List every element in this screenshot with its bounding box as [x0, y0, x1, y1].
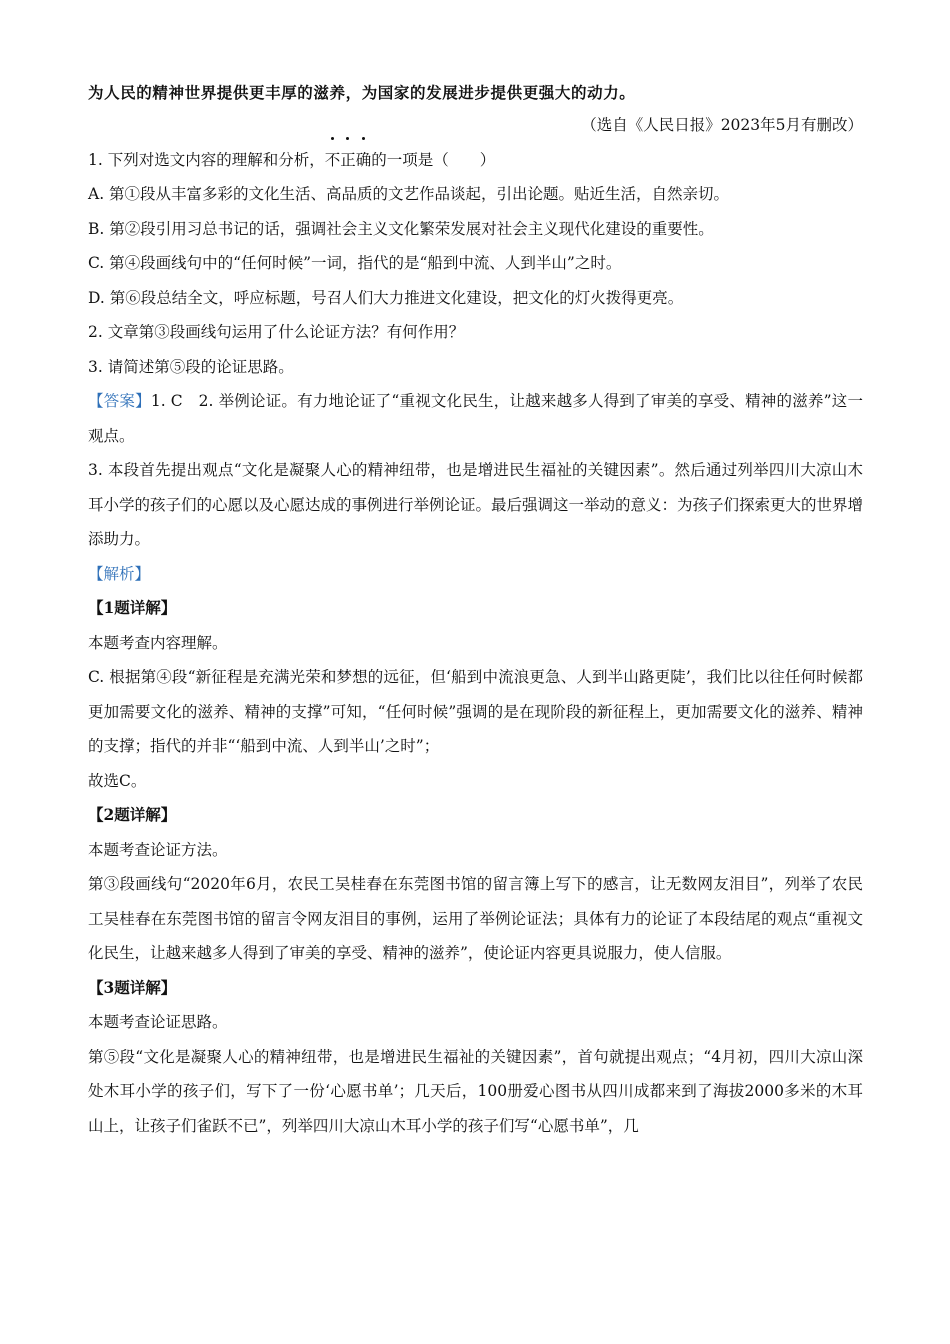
- question-1-suffix: 的一项是（ ）: [371, 150, 496, 169]
- intro-line: 为人民的精神世界提供更丰厚的滋养，为国家的发展进步提供更强大的动力。: [88, 83, 636, 102]
- answer-2: 2. 举例论证。有力地论证了“重视文化民生，让越来越多人得到了审美的享受、精神的滋养”这一观点。: [88, 392, 863, 445]
- option-c: C. 第④段画线句中的“任何时候”一词，指代的是“船到中流、人到半山”之时。: [88, 254, 622, 272]
- detail-1-body: C. 根据第④段“新征程是充满光荣和梦想的远征，但‘船到中流浪更急、人到半山路更陡’，我们比以往任何时候都更加需要文化的滋养、精神的支撑”可知，“任何时候”强调的是在现阶段的新征程上，更加需要文化的滋养、精神的支撑；指代的并非“‘船到中流、人到半山’之时”；: [88, 668, 863, 755]
- question-1-emphasis: [325, 143, 372, 178]
- emphasis-dot: [362, 137, 365, 140]
- source-citation: （选自《人民日报》2023年5月有删改）: [581, 116, 863, 134]
- document-page: [88, 78, 863, 1143]
- emphasis-dot: [331, 137, 334, 140]
- question-1: [88, 143, 863, 178]
- detail-3-body: 第⑤段“文化是凝聚人心的精神纽带，也是增进民生福祉的关键因素”，首句就提出观点；“4月初，四川大凉山深处木耳小学的孩子们，写下了一份‘心愿书单’；几天后，100册爱心图书从四川成都来到了海拔2000多米的木耳山上，让孩子们雀跃不已”，列举四川大凉山木耳小学的孩子们写“心愿书单”，几: [88, 1047, 863, 1135]
- detail-1-conclusion: 故选C。: [88, 771, 147, 790]
- detail-1-heading: 【1题详解】: [88, 598, 177, 617]
- answer-tag: 【答案】: [88, 392, 151, 410]
- option-b: B. 第②段引用习总书记的话，强调社会主义文化繁荣发展对社会主义现代化建设的重要性。: [88, 219, 714, 238]
- detail-1-topic: 本题考查内容理解。: [88, 633, 228, 652]
- answer-1: 1. C: [150, 392, 183, 410]
- answer-3: 3. 本段首先提出观点“文化是凝聚人心的精神纽带，也是增进民生福祉的关键因素”。然后通过列举四川大凉山木耳小学的孩子们的心愿以及心愿达成的事例进行举例论证。最后强调这一举动的意义：为孩子们探索更大的世界增添助力。: [88, 461, 864, 548]
- option-a: A. 第①段从丰富多彩的文化生活、高品质的文艺作品谈起，引出论题。贴近生活，自然亲切。: [88, 185, 730, 203]
- detail-2-topic: 本题考查论证方法。: [88, 840, 228, 859]
- question-3: 3. 请简述第⑤段的论证思路。: [88, 357, 294, 376]
- question-1-prefix: 1. 下列对选文内容的理解和分析，: [88, 150, 325, 169]
- question-1-emphasis-text: 不正确: [324, 150, 372, 169]
- option-d: D. 第⑥段总结全文，呼应标题，号召人们大力推进文化建设，把文化的灯火拨得更亮。: [88, 288, 684, 307]
- detail-2-body: 第③段画线句“2020年6月，农民工吴桂春在东莞图书馆的留言簿上写下的感言，让无数网友泪目”，列举了农民工吴桂春在东莞图书馆的留言令网友泪目的事例，运用了举例论证法；具体有力的论证了本段结尾的观点“重视文化民生，让越来越多人得到了审美的享受、精神的滋养”，使论证内容更具说服力，使人信服。: [88, 875, 863, 962]
- analysis-tag: 【解析】: [88, 564, 151, 583]
- detail-3-topic: 本题考查论证思路。: [88, 1013, 228, 1031]
- detail-2-heading: 【2题详解】: [88, 805, 177, 824]
- detail-3-heading: 【3题详解】: [88, 977, 177, 997]
- question-2: 2. 文章第③段画线句运用了什么论证方法？有何作用？: [88, 323, 465, 341]
- answer-block: [88, 384, 863, 453]
